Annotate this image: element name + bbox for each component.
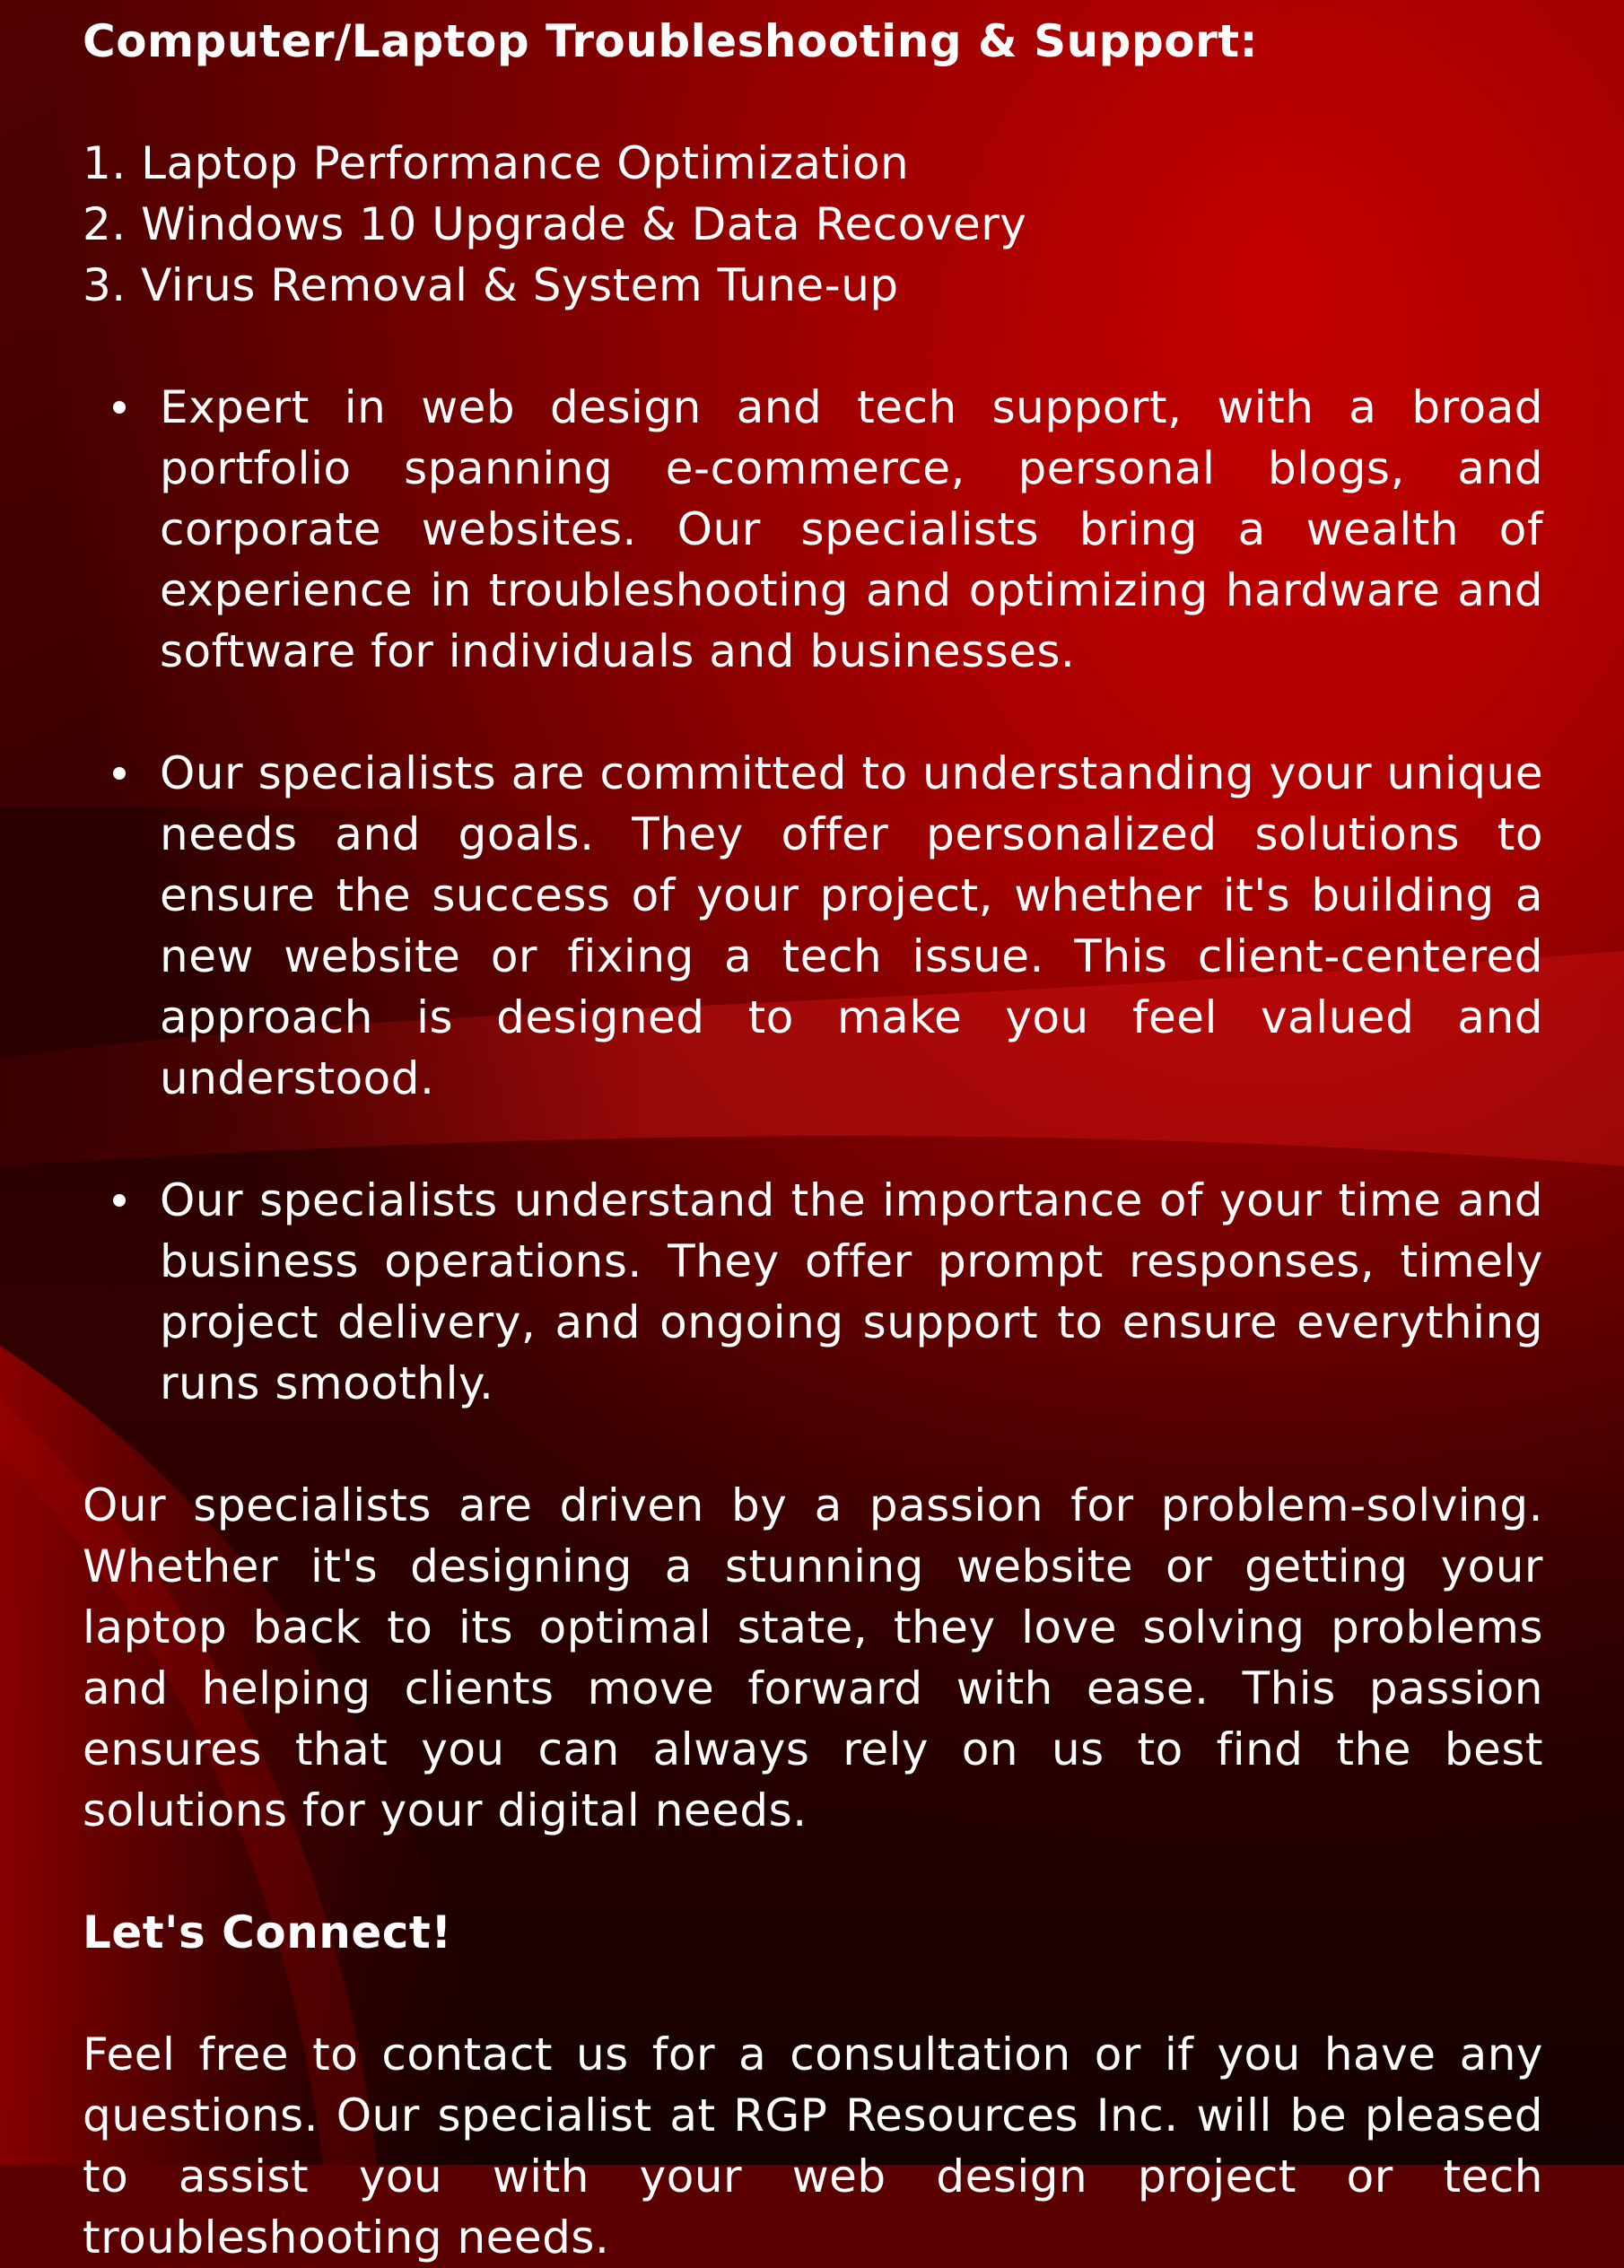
bullet-icon — [113, 401, 126, 414]
bullet-text: Our specialists understand the importance of your time and business operations. They offer prompt responses, timely project delivery, and ongoing support to ensure everything runs smoothly. — [160, 1174, 1543, 1409]
numbered-item: 1. Laptop Performance Optimization — [83, 137, 910, 189]
services-numbered-list — [83, 133, 1543, 316]
bullet-icon — [113, 1194, 126, 1207]
section-heading-support: Computer/Laptop Troubleshooting & Support: — [83, 15, 1259, 67]
section-heading-connect: Let's Connect! — [83, 1906, 452, 1958]
main-content — [83, 0, 1543, 2268]
bullet-text: Expert in web design and tech support, with a broad portfolio spanning e-commerce, personal blogs, and corporate websites. Our specialists bring a wealth of experience in troubleshooting and optimizing hardware and software for individuals and businesses. — [160, 381, 1543, 677]
bullet-item — [160, 377, 1543, 682]
bullet-item — [160, 1170, 1543, 1414]
numbered-item: 3. Virus Removal & System Tune-up — [83, 259, 899, 311]
bullet-item — [160, 743, 1543, 1109]
bullet-text: Our specialists are committed to understanding your unique needs and goals. They offer personalized solutions to ensure the success of your project, whether it's building a new website or fixing a tech issue. This client-centered approach is designed to make you feel valued and understood. — [160, 747, 1543, 1104]
bullet-icon — [113, 767, 126, 780]
passion-paragraph: Our specialists are driven by a passion for problem-solving. Whether it's designing a stunning website or getting your laptop back to its optimal state, they love solving problems and helping clients move forward with ease. This passion ensures that you can always rely on us to find the best solutions for your digital needs. — [83, 1479, 1543, 1836]
contact-paragraph: Feel free to contact us for a consultation or if you have any questions. Our specialist at RGP Resources Inc. will be pleased to assist you with your web design project or tech troubleshooting needs. — [83, 2028, 1543, 2264]
features-bullet-list — [83, 377, 1543, 1414]
numbered-item: 2. Windows 10 Upgrade & Data Recovery — [83, 198, 1027, 250]
